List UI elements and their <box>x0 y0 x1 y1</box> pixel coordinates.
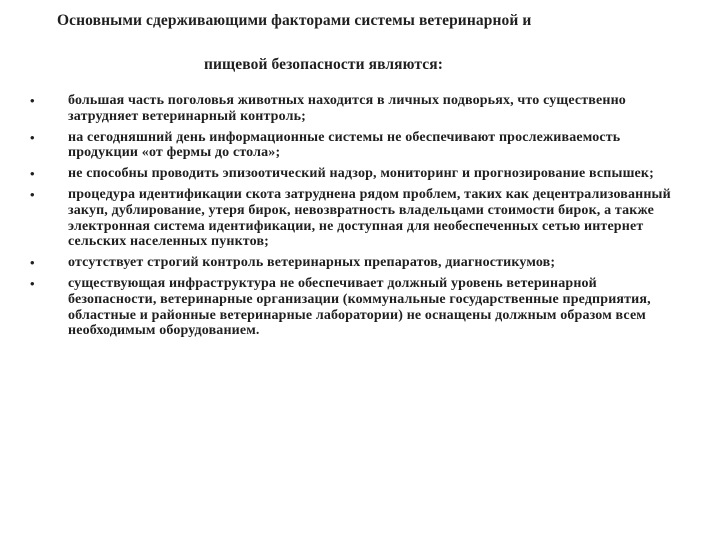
bullet-icon: • <box>30 166 35 182</box>
bullet-item <box>30 255 680 271</box>
bullet-icon: • <box>30 186 35 202</box>
bullet-item <box>30 93 680 125</box>
bullet-item <box>30 166 680 182</box>
bullet-text: большая часть поголовья животных находится в личных подворьях, что существенно затрудняет ветеринарный контроль; <box>68 93 626 124</box>
bullet-text: существующая инфраструктура не обеспечивает должный уровень ветеринарной безопасности, ветеринарные организации (коммунальные государственные предприятия, областные и районные ветеринарные лаборатории) не оснащены должным образом всем необходимым оборудованием. <box>68 275 651 339</box>
slide-title-line-2: пищевой безопасности являются: <box>204 56 444 73</box>
bullet-text: не способны проводить эпизоотический надзор, мониторинг и прогнозирование вспышек; <box>68 166 654 182</box>
bullet-icon: • <box>30 255 35 271</box>
bullet-text: отсутствует строгий контроль ветеринарных препаратов, диагностикумов; <box>68 255 556 271</box>
bullet-text: на сегодняшний день информационные системы не обеспечивают прослеживаемость продукции «от фермы до стола»; <box>68 129 621 161</box>
bullet-icon: • <box>30 275 35 291</box>
slide-title-line-1: Основными сдерживающими факторами системы ветеринарной и <box>57 12 532 29</box>
bullet-icon: • <box>30 129 35 145</box>
bullet-item <box>30 130 680 162</box>
bullet-icon: • <box>30 93 35 108</box>
bullet-item <box>30 276 680 339</box>
bullet-item <box>30 187 680 250</box>
bullet-text: процедура идентификации скота затруднена рядом проблем, таких как децентрализованный закуп, дублирование, утеря бирок, невозвратность владельцами стоимости бирок, а также электронная система идентификации, не доступная для необеспеченных сетью интернет сельских населенных пунктов; <box>68 186 671 250</box>
bullet-list <box>30 93 680 344</box>
